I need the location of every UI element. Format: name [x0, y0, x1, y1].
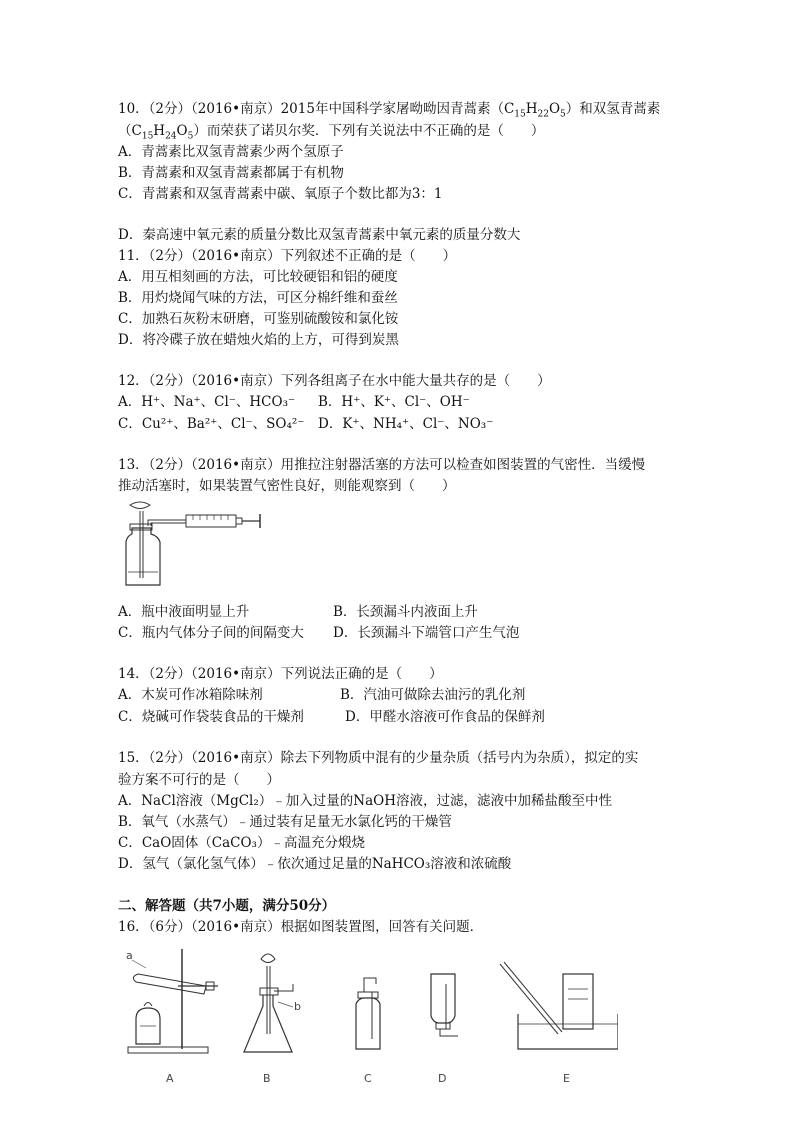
- q10-stem-line1: 10．（2分）（2016•南京）2015年中国科学家屠呦呦因青蒿素$(C_{15}H_{22}O_5)$和双氢青蒿素: [118, 101, 661, 120]
- section-heading: 二、解答题（共7小题，满分50分）: [118, 898, 336, 914]
- apparatus-d: [431, 974, 458, 1036]
- q12-option-b: B．H⁺、K⁺、Cl⁻、OH⁻: [318, 394, 470, 410]
- label-apparatus-c: C: [364, 1072, 372, 1085]
- q11-option-b: B．用灼烧闻气味的方法，可区分棉纤维和蚕丝: [118, 290, 398, 306]
- apparatus-e: [500, 962, 618, 1049]
- q14-option-a: A．木炭可作冰箱除味剂: [118, 687, 263, 703]
- q15-stem-line2: 验方案不可行的是（ ）: [118, 772, 280, 788]
- q15-stem-line1: 15．（2分）（2016•南京）除去下列物质中混有的少量杂质（括号内为杂质），拟定的实: [118, 750, 639, 766]
- q10-option-b: B．青蒿素和双氢青蒿素都属于有机物: [118, 165, 344, 181]
- label-apparatus-d: D: [438, 1072, 447, 1085]
- q15-option-c: C．CaO固体（CaCO₃）﹣高温充分煅烧: [118, 835, 365, 851]
- label-apparatus-a: A: [166, 1072, 174, 1085]
- q13-stem-line2: 推动活塞时，如果装置气密性良好，则能观察到（ ）: [118, 478, 456, 494]
- q10-option-c: C．青蒿素和双氢青蒿素中碳、氧原子个数比都为3：1: [118, 186, 443, 202]
- apparatus-b: [244, 954, 301, 1052]
- q15-option-d: D．氢气（氯化氢气体）﹣依次通过足量的NaHCO₃溶液和浓硫酸: [118, 856, 512, 872]
- q13-option-d: D．长颈漏斗下端管口产生气泡: [333, 625, 520, 641]
- q12-option-d: D．K⁺、NH₄⁺、Cl⁻、NO₃⁻: [318, 416, 494, 432]
- q15-option-b: B．氧气（水蒸气）﹣通过装有足量无水氯化钙的干燥管: [118, 814, 452, 830]
- q13-option-a: A．瓶中液面明显上升: [118, 604, 250, 620]
- q14-option-b: B．汽油可做除去油污的乳化剂: [340, 687, 526, 703]
- q13-apparatus-figure: [118, 500, 268, 590]
- q13-option-c: C．瓶内气体分子间的间隔变大: [118, 625, 304, 641]
- q14-stem: 14．（2分）（2016•南京）下列说法正确的是（ ）: [118, 666, 443, 682]
- label-a-pointer: a: [126, 949, 133, 962]
- apparatus-a: [126, 949, 218, 1053]
- q12-option-c: C．Cu²⁺、Ba²⁺、Cl⁻、SO₄²⁻: [118, 416, 305, 432]
- q10-option-a: A．青蒿素比双氢青蒿素少两个氢原子: [118, 144, 344, 160]
- q16-stem: 16．（6分）（2016•南京）根据如图装置图，回答有关问题．: [118, 919, 484, 935]
- apparatus-c: [356, 978, 380, 1049]
- q16-apparatus-figure: [118, 944, 618, 1094]
- q15-option-a: A．NaCl溶液（MgCl₂）﹣加入过量的NaOH溶液，过滤，滤液中加稀盐酸至中性: [118, 793, 612, 809]
- q11-option-a: A．用互相刻画的方法，可比较硬铝和铝的硬度: [118, 269, 398, 285]
- q10-option-d: D．秦高速中氧元素的质量分数比双氢青蒿素中氧元素的质量分数大: [118, 227, 521, 243]
- q11-option-d: D．将冷碟子放在蜡烛火焰的上方，可得到炭黑: [118, 332, 399, 348]
- q10-stem-line2: $(C_{15}H_{24}O_5)$而荣获了诺贝尔奖．下列有关说法中不正确的是（ ）: [118, 123, 545, 142]
- q14-option-c: C．烧碱可作袋装食品的干燥剂: [118, 709, 304, 725]
- q14-option-d: D．甲醛水溶液可作食品的保鲜剂: [345, 709, 545, 725]
- q12-stem: 12．（2分）（2016•南京）下列各组离子在水中能大量共存的是（ ）: [118, 373, 551, 389]
- q13-option-b: B．长颈漏斗内液面上升: [333, 604, 478, 620]
- q12-option-a: A．H⁺、Na⁺、Cl⁻、HCO₃⁻: [118, 394, 296, 410]
- label-apparatus-e: E: [563, 1072, 570, 1085]
- label-apparatus-b: B: [263, 1072, 271, 1085]
- q13-stem-line1: 13．（2分）（2016•南京）用推拉注射器活塞的方法可以检查如图装置的气密性．当缓慢: [118, 457, 646, 473]
- q11-option-c: C．加熟石灰粉末研磨，可鉴别硫酸铵和氯化铵: [118, 311, 399, 327]
- label-b-pointer: b: [294, 1000, 301, 1013]
- q11-stem: 11．（2分）（2016•南京）下列叙述不正确的是（ ）: [118, 248, 457, 264]
